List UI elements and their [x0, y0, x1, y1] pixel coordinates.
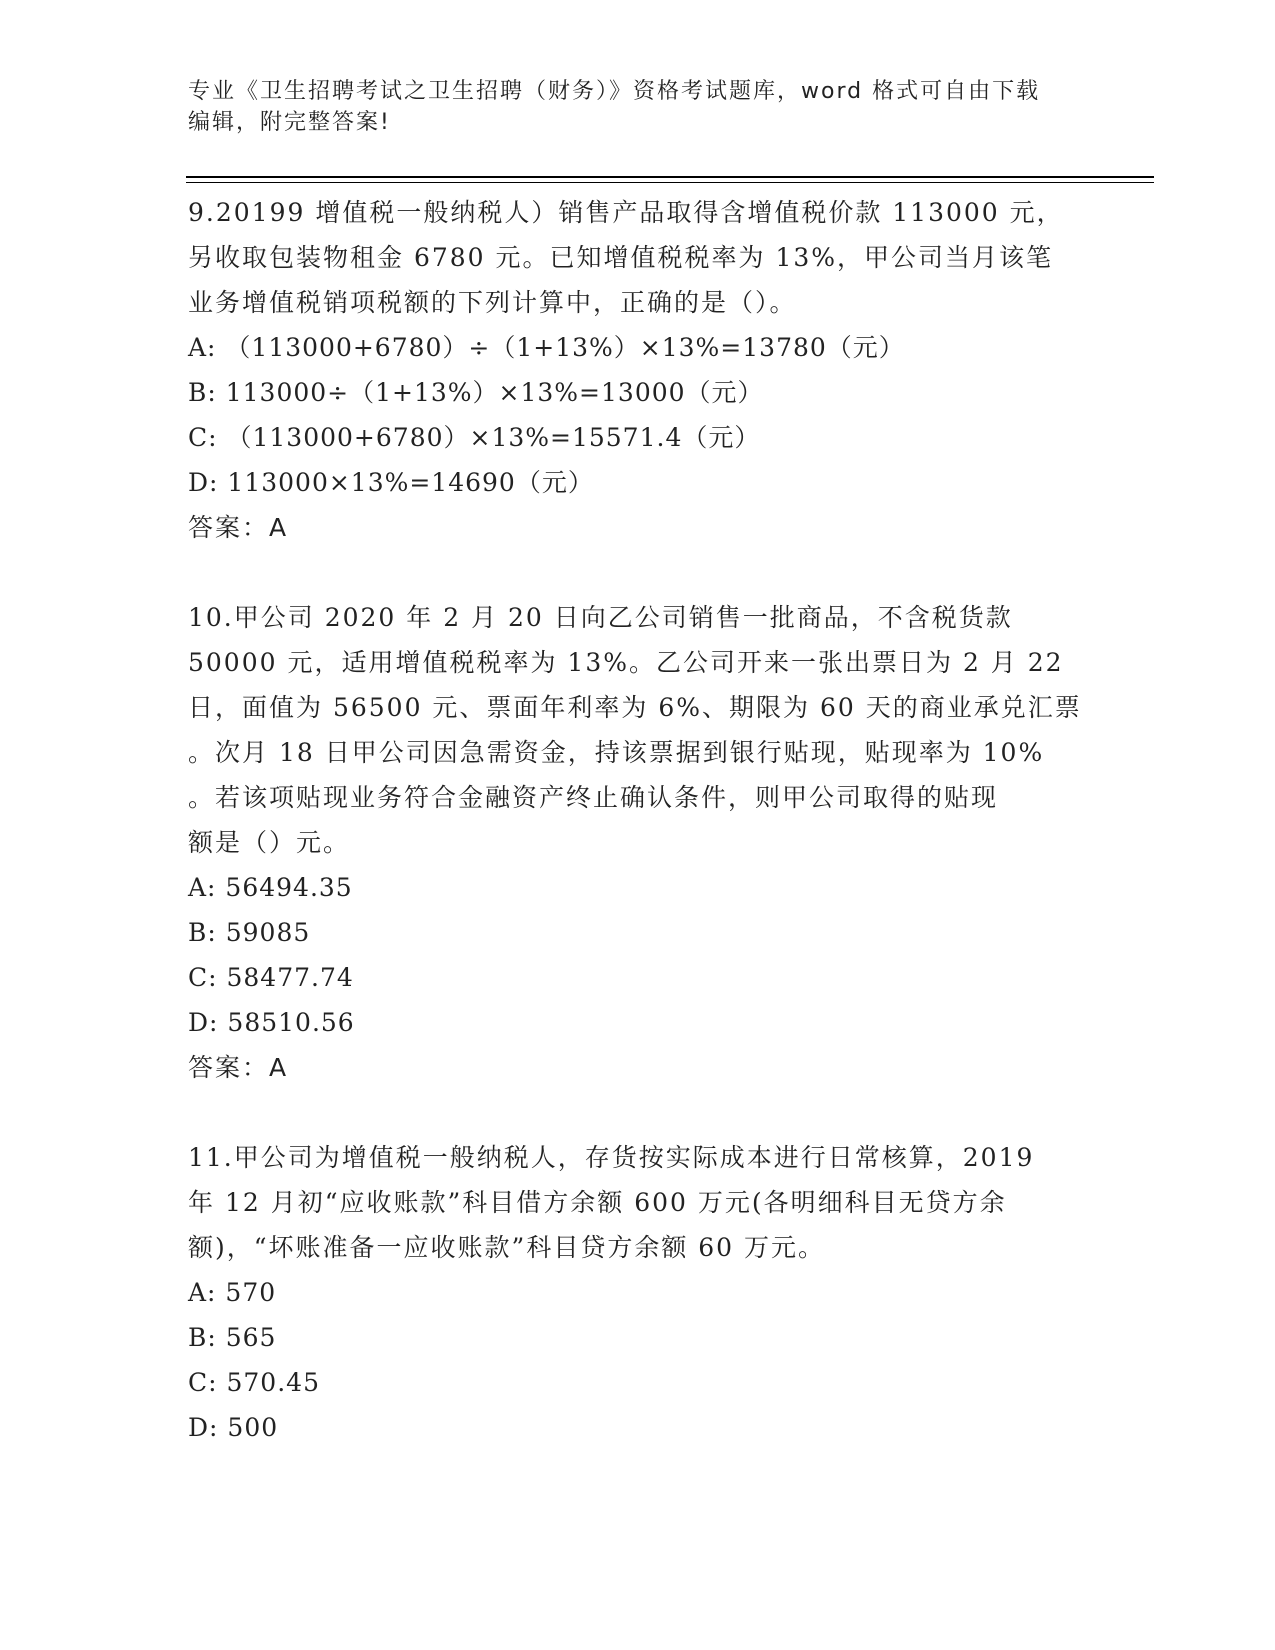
question-11	[188, 1135, 1088, 1450]
question-text-line: 。次月 18 日甲公司因急需资金，持该票据到银行贴现，贴现率为 10%	[188, 738, 1045, 767]
document-header	[188, 76, 1088, 138]
question-text-line: 50000 元，适用增值税税率为 13%。乙公司开来一张出票日为 2 月 22	[188, 648, 1064, 677]
option-b: B: 113000÷（1+13%）×13%=13000（元）	[188, 378, 764, 407]
option-b: B: 565	[188, 1323, 277, 1352]
header-line-2: 编辑，附完整答案!	[188, 110, 391, 135]
question-9	[188, 190, 1088, 550]
option-c: C: （113000+6780）×13%=15571.4（元）	[188, 423, 761, 452]
question-list	[188, 190, 1088, 1450]
option-d: D: 500	[188, 1413, 279, 1442]
option-b: B: 59085	[188, 918, 311, 947]
question-text-line: 额是（）元。	[188, 828, 351, 857]
answer: 答案：A	[188, 513, 289, 542]
option-a: A: 570	[188, 1278, 277, 1307]
question-10	[188, 595, 1088, 1090]
question-text-line: 。若该项贴现业务符合金融资产终止确认条件，则甲公司取得的贴现	[188, 783, 999, 812]
header-divider-thick	[186, 176, 1154, 178]
option-d: D: 58510.56	[188, 1008, 355, 1037]
question-text-line: 10.甲公司 2020 年 2 月 20 日向乙公司销售一批商品，不含税货款	[188, 603, 1013, 632]
option-c: C: 570.45	[188, 1368, 320, 1397]
answer: 答案：A	[188, 1053, 289, 1082]
option-d: D: 113000×13%=14690（元）	[188, 468, 594, 497]
question-text-line: 9.20199 增值税一般纳税人）销售产品取得含增值税价款 113000 元，	[188, 198, 1064, 227]
option-a: A: 56494.35	[188, 873, 353, 902]
question-text-line: 额)，“坏账准备一应收账款”科目贷方余额 60 万元。	[188, 1233, 826, 1262]
question-text-line: 另收取包装物租金 6780 元。已知增值税税率为 13%，甲公司当月该笔	[188, 243, 1054, 272]
option-c: C: 58477.74	[188, 963, 354, 992]
spacer	[188, 1090, 1088, 1135]
header-divider-thin	[186, 182, 1154, 183]
question-text-line: 日，面值为 56500 元、票面年利率为 6%、期限为 60 天的商业承兑汇票	[188, 693, 1082, 722]
spacer	[188, 550, 1088, 595]
question-text-line: 业务增值税销项税额的下列计算中，正确的是（）。	[188, 288, 797, 317]
option-a: A: （113000+6780）÷（1+13%）×13%=13780（元）	[188, 333, 905, 362]
header-line-1: 专业《卫生招聘考试之卫生招聘（财务）》资格考试题库，word 格式可自由下载	[188, 79, 1041, 104]
question-text-line: 11.甲公司为增值税一般纳税人，存货按实际成本进行日常核算，2019	[188, 1143, 1035, 1172]
question-text-line: 年 12 月初“应收账款”科目借方余额 600 万元(各明细科目无贷方余	[188, 1188, 1007, 1217]
